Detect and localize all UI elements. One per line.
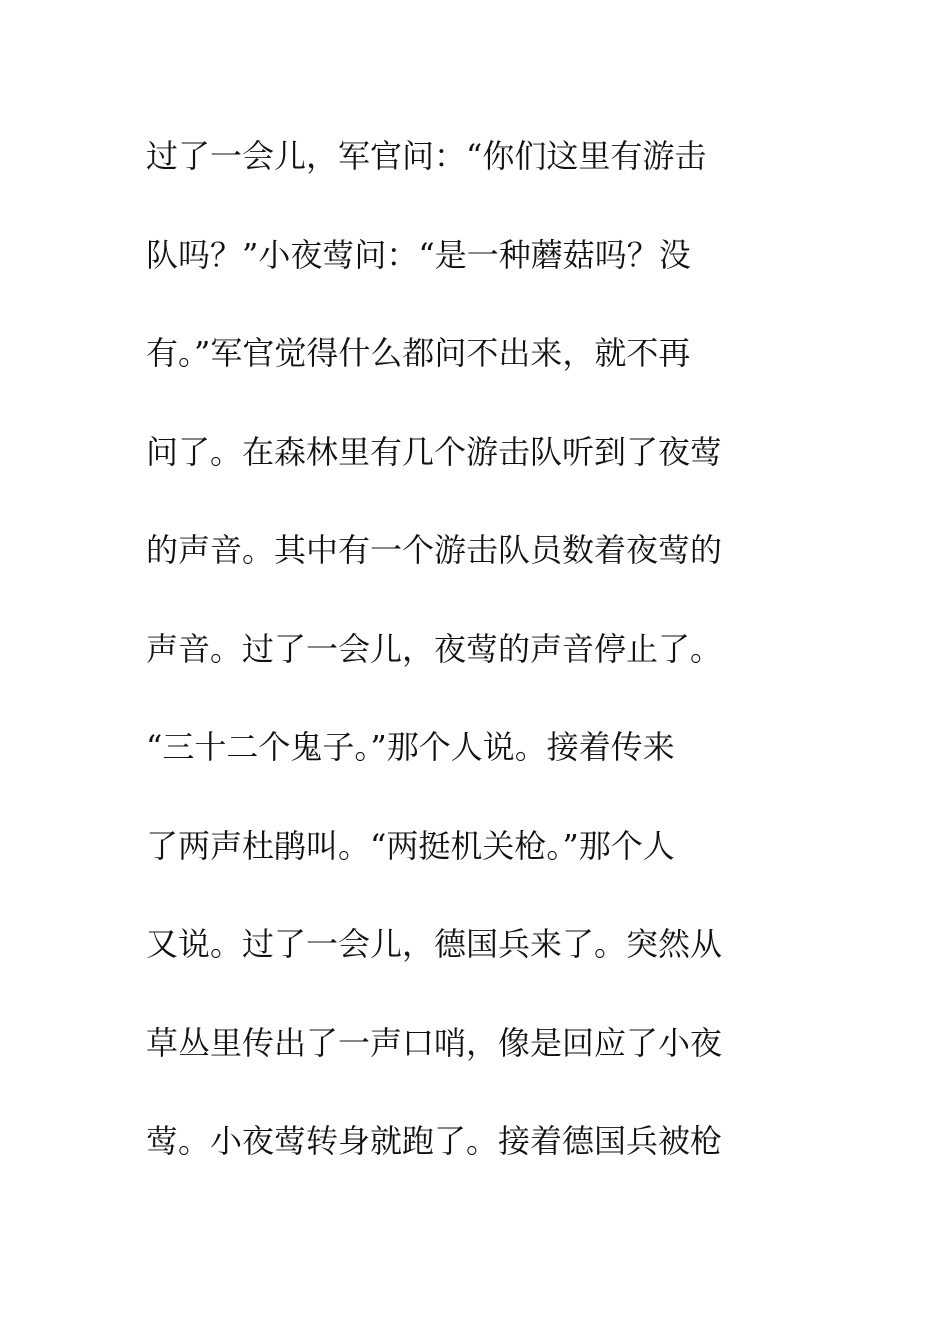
body-text xyxy=(146,126,786,1210)
text-line-4: 问了。在森林里有几个游击队听到了夜莺 xyxy=(146,432,723,471)
text-line-11: 莺。小夜莺转身就跑了。接着德国兵被枪 xyxy=(146,1122,723,1160)
text-line-3: 有。”军官觉得什么都问不出来，就不再 xyxy=(146,334,691,372)
text-line-6: 声音。过了一会儿，夜莺的声音停止了。 xyxy=(146,629,723,668)
text-line-10: 草丛里传出了一声口哨，像是回应了小夜 xyxy=(146,1023,723,1062)
text-line-5: 的声音。其中有一个游击队员数着夜莺的 xyxy=(146,531,723,569)
text-line-8: 了两声杜鹃叫。“两挺机关枪。”那个人 xyxy=(146,826,675,865)
text-line-2: 队吗？”小夜莺问：“是一种蘑菇吗？没 xyxy=(146,235,691,274)
text-line-7: “三十二个鬼子。”那个人说。接着传来 xyxy=(146,728,675,766)
text-line-1: 过了一会儿，军官问：“你们这里有游击 xyxy=(146,137,707,175)
text-line-9: 又说。过了一会儿，德国兵来了。突然从 xyxy=(146,925,723,963)
